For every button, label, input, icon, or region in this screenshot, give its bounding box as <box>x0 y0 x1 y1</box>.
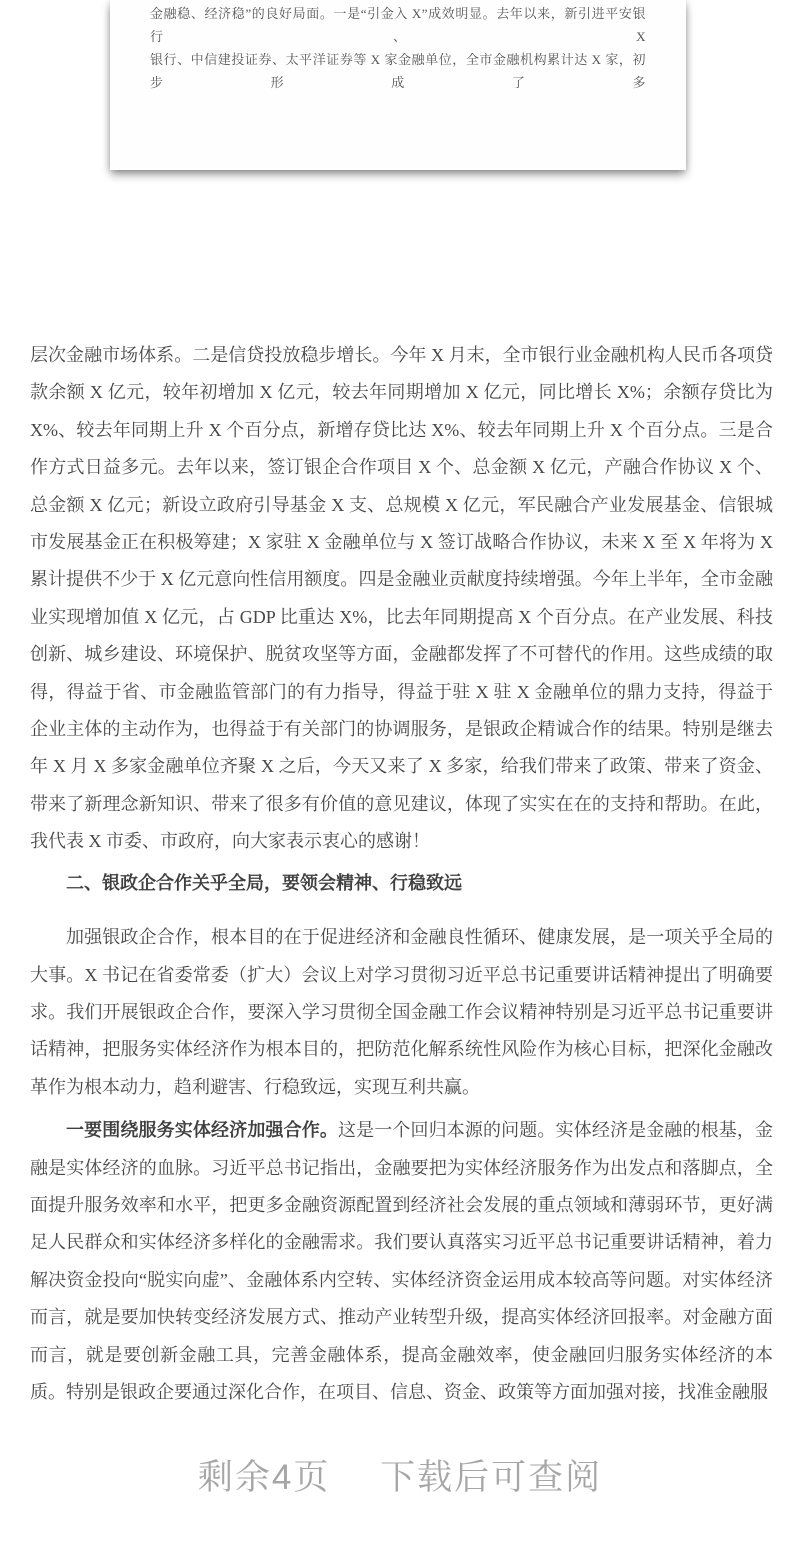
paragraph-overview: 加强银政企合作，根本目的在于促进经济和金融良性循环、健康发展，是一项关乎全局的大事。X 书记在省委常委（扩大）会议上对学习贯彻习近平总书记重要讲话精神提出了明确要求。我们开展银政企合作，要深入学习贯彻全国金融工作会议精神特别是习近平总书记重要讲话精神，把服务实体经济作为根本目的，把防范化解系统性风险作为核心目标，把深化金融改革作为根本动力，趋利避害、行稳致远，实现互利共赢。 <box>30 927 773 1097</box>
paragraph-continuation: 层次金融市场体系。二是信贷投放稳步增长。今年 X 月末，全市银行业金融机构人民币各项贷款余额 X 亿元，较年初增加 X 亿元，较去年同期增加 X 亿元，同比增长 X%；余额存贷比为 X%、较去年同期上升 X 个百分点，新增存贷比达 X%、较去年同期上升 X 个百分点。三是合作方式日益多元。去年以来，签订银企合作项目 X 个、总金额 X 亿元，产融合作协议 X 个、总金额 X 亿元；新设立政府引导基金 X 支、总规模 X 亿元，军民融合产业发展基金、信银城市发展基金正在积极筹建；X 家驻 X 金融单位与 X 签订战略合作协议，未来 X 至 X 年将为 X 累计提供不少于 X 亿元意向性信用额度。四是金融业贡献度持续增强。今年上半年，全市金融业实现增加值 X 亿元，占 GDP 比重达 X%，比去年同期提高 X 个百分点。在产业发展、科技创新、城乡建设、环境保护、脱贫攻坚等方面，金融都发挥了不可替代的作用。这些成绩的取得，得益于省、市金融监管部门的有力指导，得益于驻 X 驻 X 金融单位的鼎力支持，得益于企业主体的主动作为，也得益于有关部门的协调服务，是银政企精诚合作的结果。特别是继去年 X 月 X 多家金融单位齐聚 X 之后，今天又来了 X 多家，给我们带来了政策、带来了资金、带来了新理念新知识、带来了很多有价值的意见建议，体现了实实在在的支持和帮助。在此，我代表 X 市委、市政府，向大家表示衷心的感谢！ <box>30 345 773 852</box>
paragraph-point-one-lead: 一要围绕服务实体经济加强合作。 <box>66 1120 338 1141</box>
paragraph-point-one <box>30 1112 773 1411</box>
preview-page-text-line: 银行、中信建投证券、太平洋证券等 X 家金融单位，全市金融机构累计达 X 家，初步形成了多 <box>150 52 646 90</box>
section-heading: 二、银政企合作关乎全局，要领会精神、行稳致远 <box>66 872 462 893</box>
download-prompt <box>0 1456 800 1500</box>
download-hint-label: 下载后可查阅 <box>380 1458 603 1497</box>
paragraph-point-one-text: 这是一个回归本源的问题。实体经济是金融的根基，金融是实体经济的血脉。习近平总书记指出，金融要把为实体经济服务作为出发点和落脚点，全面提升服务效率和水平，把更多金融资源配置到经济社会发展的重点领域和薄弱环节，更好满足人民群众和实体经济多样化的金融需求。我们要认真落实习近平总书记重要讲话精神，着力解决资金投向“脱实向虚”、金融体系内空转、实体经济资金运用成本较高等问题。对实体经济而言，就是要加快转变经济发展方式、推动产业转型升级，提高实体经济回报率。对金融方面而言，就是要创新金融工具，完善金融体系，提高金融效率，使金融回归服务实体经济的本质。特别是银政企要通过深化合作，在项目、信息、资金、政策等方面加强对接，找准金融服 <box>30 1120 774 1402</box>
document-text-body <box>30 337 773 1411</box>
document-page-preview <box>110 0 686 170</box>
preview-page-text-line: 金融稳、经济稳”的良好局面。一是“引金入 X”成效明显。去年以来，新引进平安银行、X <box>150 6 646 44</box>
remaining-pages-label: 剩余4页 <box>197 1458 331 1497</box>
